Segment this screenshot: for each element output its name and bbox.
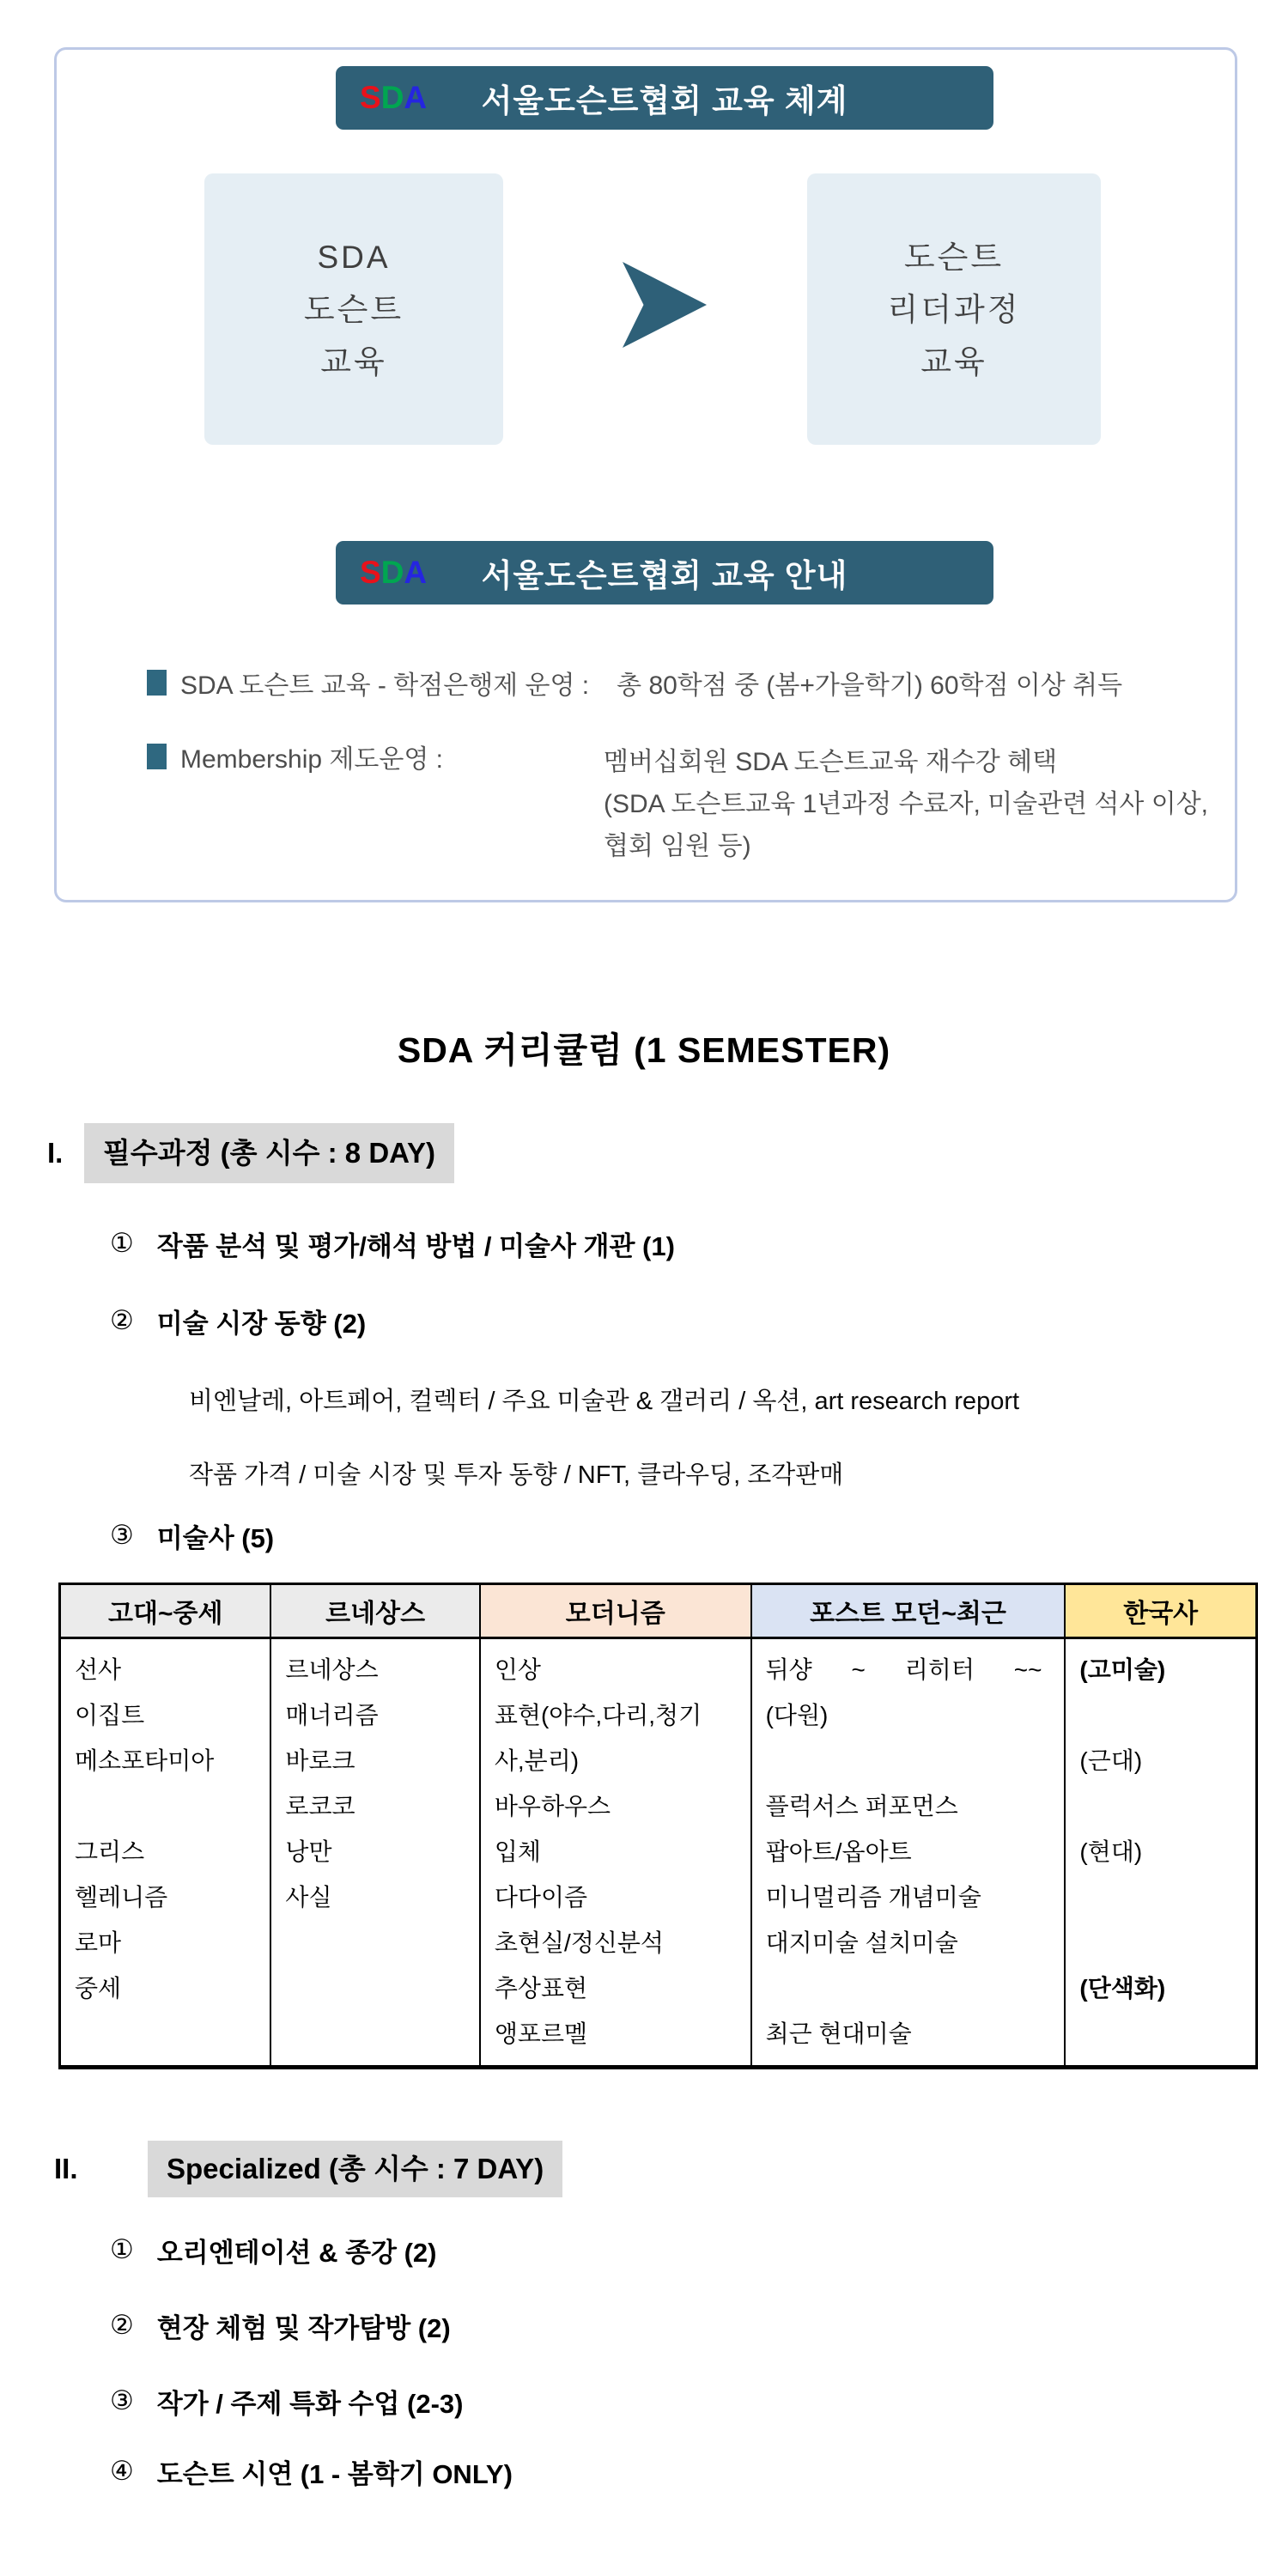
membership-item [147,738,443,775]
sda-logo-letter-a: A [404,80,428,115]
table-header-postmodern: 포스트 모던~최근 [750,1585,1065,1637]
table-cell-line [1079,1874,1255,1920]
table-cell-line: 낭만 [285,1838,332,1865]
membership-detail-line: (SDA 도슨트교육 1년과정 수료자, 미술관련 석사 이상, [604,789,1209,818]
table-cell-line: 플럭서스 퍼포먼스 [765,1793,958,1820]
table-cell-line: (단색화) [1079,1975,1166,2002]
table-cell-line: 이집트 [75,1702,145,1728]
specialized-item-2 [110,2306,451,2344]
table-cell-line: 초현실/정신분석 [494,1929,664,1956]
required-item-2-text: 미술 시장 동향 (2) [156,1308,367,1339]
table-cell-line: 다다이즘 [494,1884,588,1911]
specialized-item-3 [110,2382,464,2420]
sda-logo-letter-d: D [380,555,404,590]
table-cell-line: (근대) [1079,1747,1143,1774]
circled-number-icon: ② [110,1305,134,1335]
required-item-2 [110,1302,366,1340]
specialized-item-4-text: 도슨트 시연 (1 - 봄학기 ONLY) [156,2458,513,2489]
course-box-line: SDA [317,239,391,275]
table-cell-line: 입체 [494,1838,541,1865]
table-cell-line: 대지미술 설치미술 [765,1929,958,1956]
credit-bank-label: SDA 도슨트 교육 - 학점은행제 운영 : [180,671,590,700]
circled-number-icon: ③ [110,2385,134,2415]
table-cell-line [285,1920,478,1965]
course-box-line: 교육 [320,343,387,380]
table-cell-line: 중세 [75,1975,122,2002]
required-item-1-text: 작품 분석 및 평가/해석 방법 / 미술사 개관 (1) [156,1230,675,1261]
market-subline-2: 작품 가격 / 미술 시장 및 투자 동향 / NFT, 클라우딩, 조각판매 [189,1461,844,1489]
table-cell-line: 르네상스 [285,1656,379,1683]
table-cell-line: 로코코 [285,1793,355,1820]
table-cell-line [766,1965,1065,2011]
specialized-item-1 [110,2231,436,2269]
table-cell-line [1079,2011,1255,2057]
specialized-item-4 [110,2452,513,2490]
circled-number-icon: ③ [110,1520,134,1550]
art-history-table [58,1583,1258,2069]
specialized-item-3-text: 작가 / 주제 특화 수업 (2-3) [156,2388,464,2419]
table-cell-line: 사,분리) [494,1747,580,1774]
membership-details [604,738,1208,864]
circled-number-icon: ① [110,2234,134,2264]
course-box-line: 리더과정 [887,291,1021,327]
circled-number-icon: ④ [110,2456,134,2486]
table-cell-line: 최근 현대미술 [765,2020,912,2047]
education-guide-header [336,541,993,605]
table-header-korean: 한국사 [1064,1585,1255,1637]
table-column-modernism [479,1639,750,2065]
section-specialized-heading-row [0,2141,1288,2197]
table-cell-line: 뒤샹 ~ 리히터 ~~ [765,1656,1042,1683]
table-cell-line [1079,1783,1255,1829]
curriculum-title: SDA 커리큘럼 (1 SEMESTER) [397,1030,891,1070]
table-cell-line [75,2011,270,2057]
table-cell-line: 선사 [75,1656,122,1683]
table-cell-line: 사실 [285,1884,332,1911]
table-column-postmodern [750,1639,1065,2065]
course-box-line: 도슨트 [903,239,1005,275]
table-cell-line: 그리스 [75,1838,145,1865]
course-box-line: 도슨트 [303,291,404,327]
sda-logo [360,66,427,130]
specialized-item-2-text: 현장 체험 및 작가탐방 (2) [156,2312,451,2343]
art-history-table-body [61,1639,1255,2065]
square-bullet-icon [147,670,167,696]
table-cell-line: 앵포르멜 [494,2020,588,2047]
table-cell-line [1079,1920,1255,1965]
table-cell-line [75,1783,270,1829]
art-history-table-header-row [61,1585,1255,1639]
education-system-header [336,66,993,130]
circled-number-icon: ① [110,1228,134,1258]
required-item-1 [110,1224,675,1262]
market-subline-1: 비엔날레, 아트페어, 컬렉터 / 주요 미술관 & 갤러리 / 옥션, art research report [189,1387,1020,1415]
table-cell-line: 추상표현 [494,1975,588,2002]
table-cell-line: 매너리즘 [285,1702,379,1728]
required-item-3 [110,1516,274,1554]
table-cell-line [285,2011,478,2057]
table-cell-line [1079,1692,1255,1738]
table-cell-line: 인상 [494,1656,541,1683]
table-column-renaissance [270,1639,478,2065]
required-item-3-text: 미술사 (5) [156,1522,275,1553]
table-header-modernism: 모더니즘 [479,1585,750,1637]
table-header-ancient: 고대~중세 [61,1585,270,1637]
education-overview-panel [54,47,1237,902]
section-specialized-heading: Specialized (총 시수 : 7 DAY) [148,2141,562,2197]
table-cell-line [285,1965,478,2011]
membership-detail-line: 멤버십회원 SDA 도슨트교육 재수강 혜택 [604,747,1058,776]
table-header-renaissance: 르네상스 [270,1585,478,1637]
section-required-heading: 필수과정 (총 시수 : 8 DAY) [84,1123,454,1183]
table-column-ancient [61,1639,270,2065]
square-bullet-icon [147,744,167,769]
section-specialized-numeral: II. [54,2153,78,2184]
table-cell-line: 미니멀리즘 개념미술 [765,1884,981,1911]
sda-logo [360,541,427,605]
sda-logo-letter-d: D [380,80,404,115]
table-cell-line: 팝아트/옵아트 [765,1838,912,1865]
table-cell-line: 메소포타미아 [75,1747,215,1774]
sda-logo-letter-a: A [404,555,428,590]
table-cell-line: (현대) [1079,1838,1143,1865]
table-cell-line: (고미술) [1079,1656,1166,1683]
credit-bank-value: 총 80학점 중 (봄+가을학기) 60학점 이상 취득 [617,671,1123,700]
table-cell-line: 바우하우스 [494,1793,611,1820]
table-cell-line [766,1738,1065,1783]
credit-bank-item [147,664,1122,702]
sda-logo-letter-s: S [360,80,381,115]
course-box-line: 교육 [920,343,987,380]
docent-leader-course-box [807,173,1101,445]
section-required-numeral: I. [47,1137,64,1169]
table-cell-line: 헬레니즘 [75,1884,168,1911]
education-system-title: 서울도슨트협회 교육 체계 [481,83,848,118]
specialized-item-1-text: 오리엔테이션 & 종강 (2) [156,2237,437,2268]
sda-logo-letter-s: S [360,555,381,590]
table-cell-line: (다원) [765,1702,829,1728]
membership-label: Membership 제도운영 : [180,745,443,774]
membership-detail-line: 협회 임원 등) [604,831,751,860]
table-cell-line: 로마 [75,1929,122,1956]
table-cell-line: 표현(야수,다리,청기 [494,1702,702,1728]
section-required-heading-row [0,1123,1288,1183]
flow-arrow-icon [623,262,707,348]
table-cell-line: 바로크 [285,1747,355,1774]
sda-docent-course-box [204,173,503,445]
education-guide-title: 서울도슨트협회 교육 안내 [481,558,848,593]
circled-number-icon: ② [110,2310,134,2340]
table-column-korean [1064,1639,1255,2065]
